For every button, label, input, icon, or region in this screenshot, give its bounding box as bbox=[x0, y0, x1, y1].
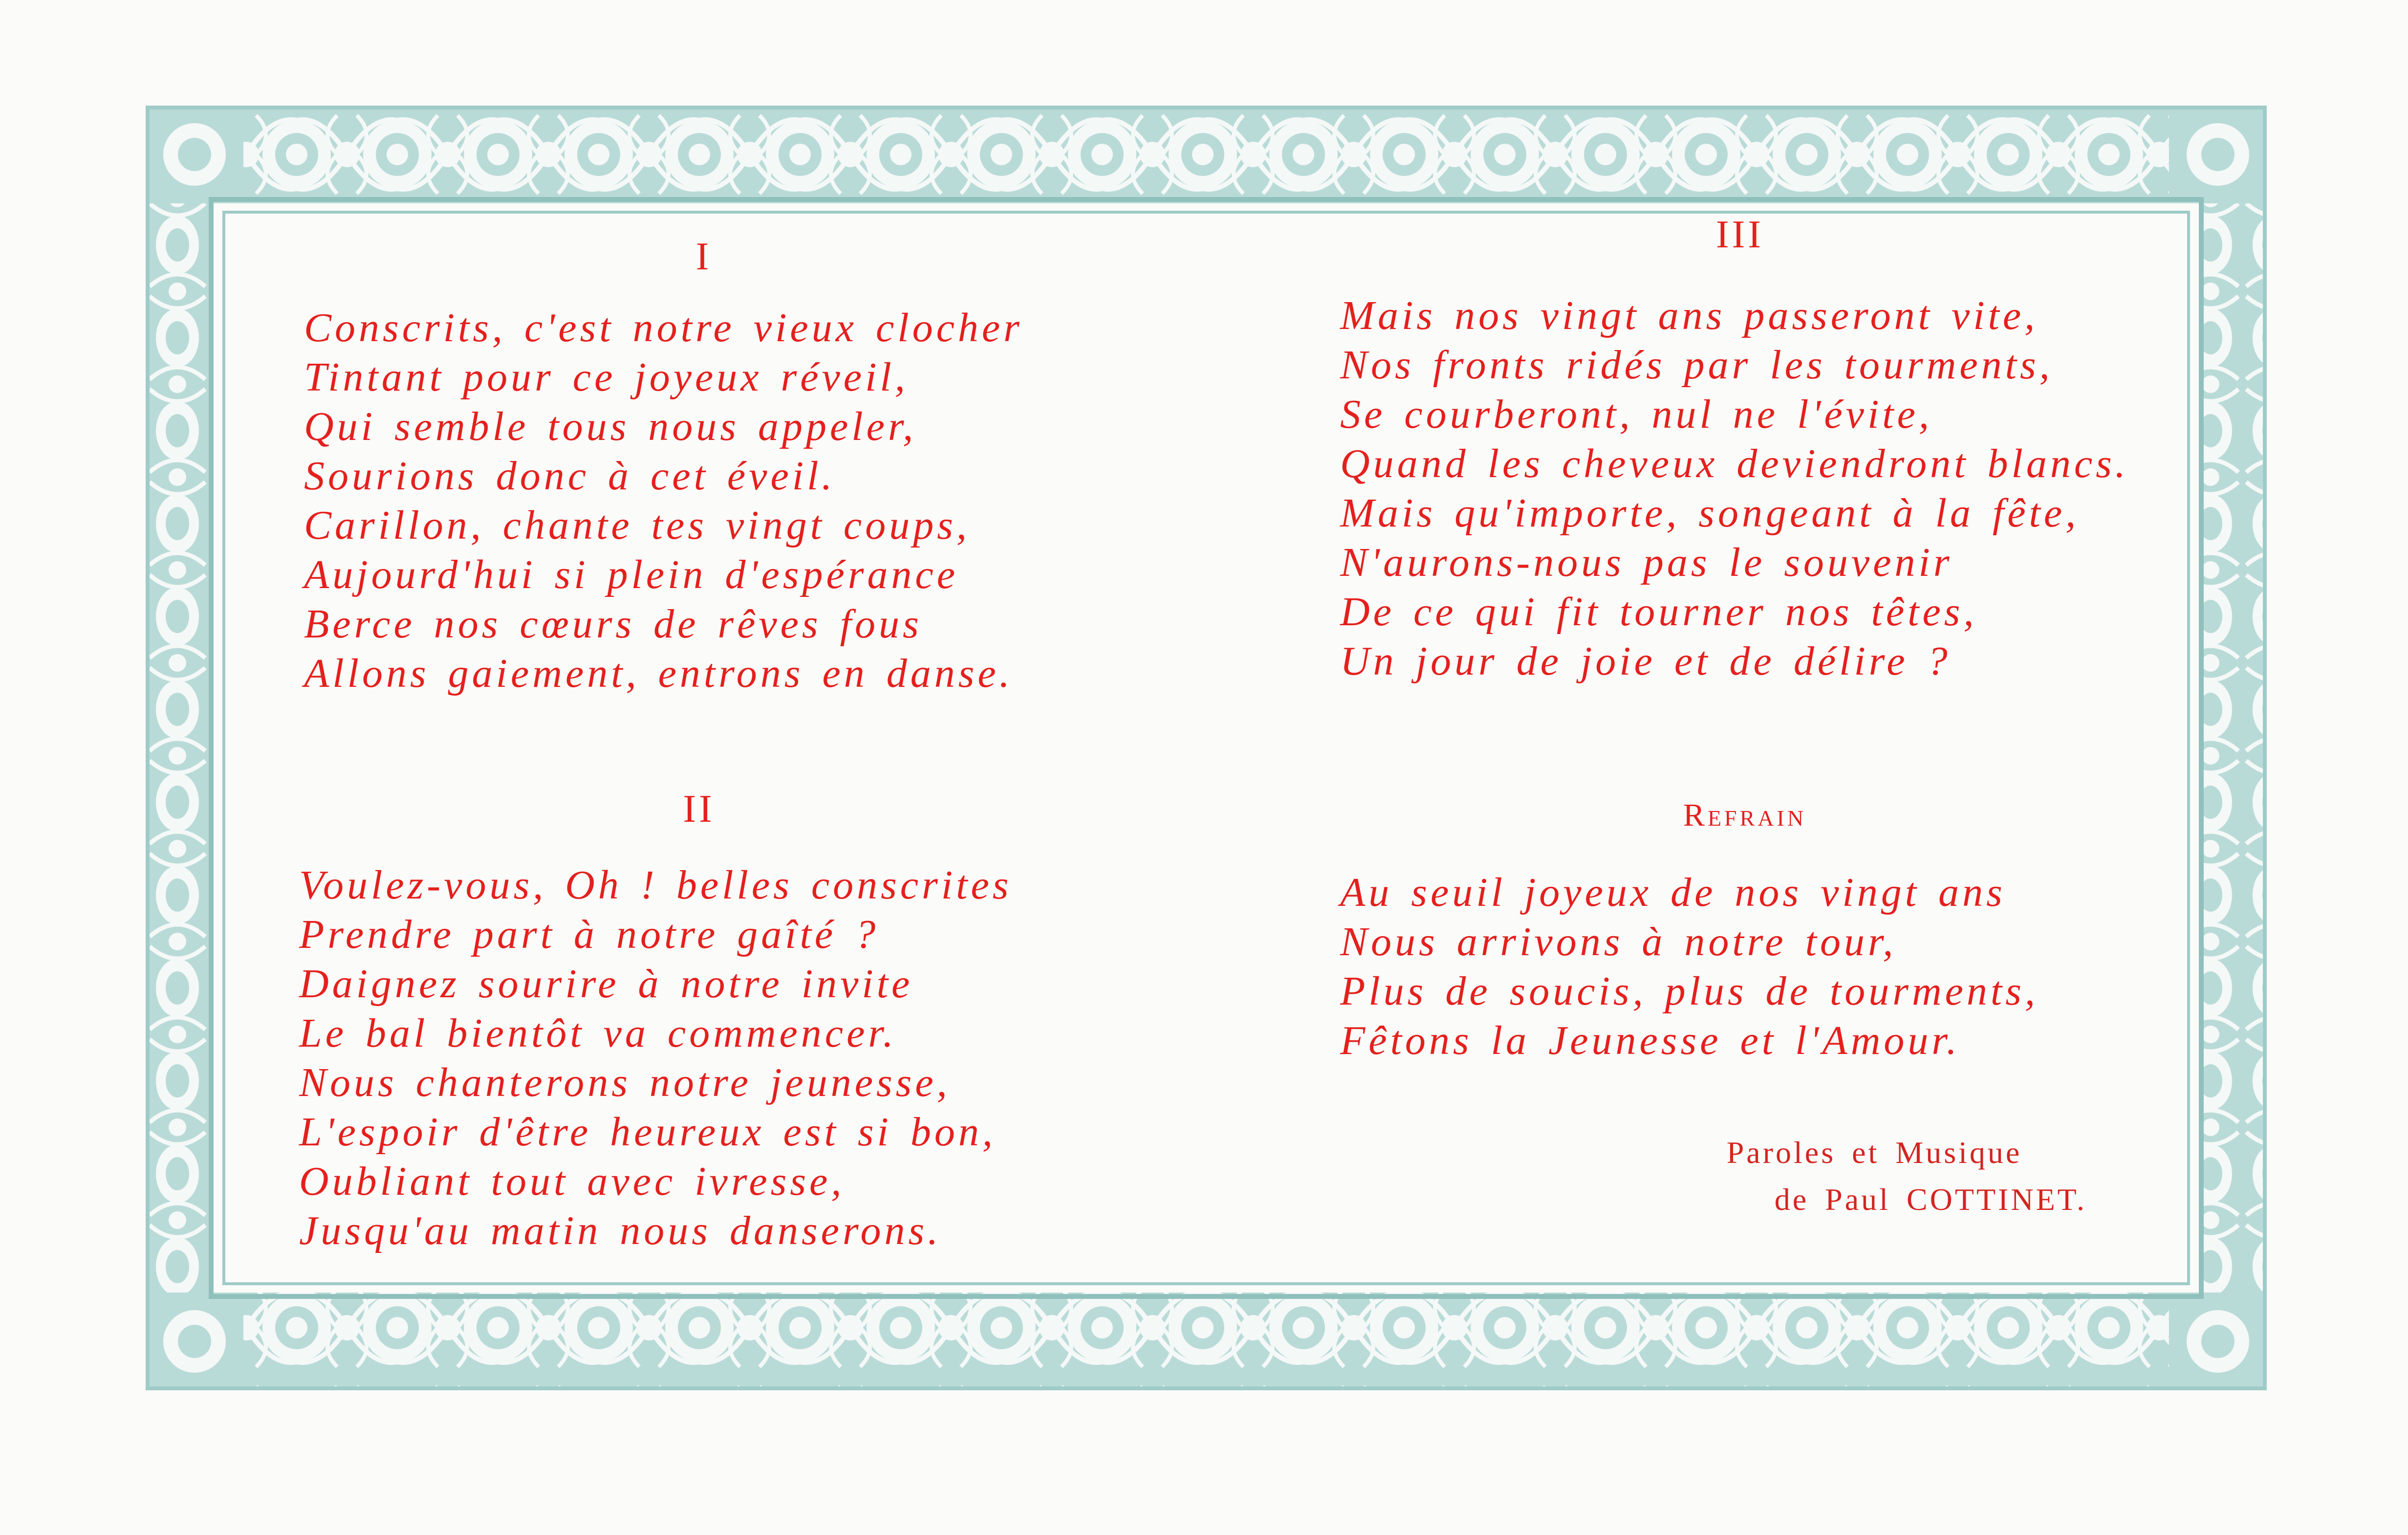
stanza-2-line: Daignez sourire à notre invite bbox=[299, 961, 913, 1007]
refrain-line: Plus de soucis, plus de tourments, bbox=[1340, 968, 2039, 1014]
stanza-3 bbox=[1340, 291, 2129, 686]
stanza-2-line: Nous chanterons notre jeunesse, bbox=[299, 1060, 951, 1105]
stanza-1-line: Conscrits, c'est notre vieux clocher bbox=[304, 305, 1023, 351]
stanza-2-numeral: II bbox=[683, 788, 715, 831]
stanza-1-line: Qui semble tous nous appeler, bbox=[304, 404, 917, 449]
stanza-2-line: Le bal bientôt va commencer. bbox=[299, 1010, 897, 1056]
credit-line-words-music: Paroles et Musique bbox=[1726, 1135, 2022, 1170]
stanza-1-line: Carillon, chante tes vingt coups, bbox=[304, 503, 970, 548]
stanza-3-line: Quand les cheveux deviendront blancs. bbox=[1340, 441, 2129, 486]
stanza-3-line: Un jour de joie et de délire ? bbox=[1340, 638, 1951, 684]
stanza-2-line: Voulez-vous, Oh ! belles conscrites bbox=[299, 862, 1012, 908]
stanza-3-line: Mais qu'importe, songeant à la fête, bbox=[1340, 490, 2080, 536]
credit bbox=[1662, 1129, 2087, 1223]
stanza-3-line: De ce qui fit tourner nos têtes, bbox=[1340, 589, 1977, 635]
stanza-1-line: Tintant pour ce joyeux réveil, bbox=[304, 354, 909, 400]
stanza-3-line: Se courberont, nul ne l'évite, bbox=[1340, 392, 1932, 437]
stanza-1-line: Berce nos cœurs de rêves fous bbox=[304, 601, 922, 647]
stanza-2-line: Oubliant tout avec ivresse, bbox=[299, 1159, 845, 1204]
credit-line-author: de Paul COTTINET. bbox=[1774, 1182, 2087, 1217]
stanza-3-line: Nos fronts ridés par les tourments, bbox=[1340, 342, 2053, 388]
stanza-1 bbox=[304, 303, 1023, 698]
stanza-1-line: Aujourd'hui si plein d'espérance bbox=[304, 552, 958, 597]
refrain bbox=[1340, 868, 2039, 1065]
stanza-1-numeral: I bbox=[695, 235, 712, 278]
stanza-3-line: N'aurons-nous pas le souvenir bbox=[1340, 540, 1953, 585]
stanza-1-line: Sourions donc à cet éveil. bbox=[304, 453, 836, 499]
stanza-2 bbox=[299, 860, 1012, 1255]
refrain-title: Refrain bbox=[1683, 797, 1807, 833]
stanza-1-line: Allons gaiement, entrons en danse. bbox=[304, 651, 1013, 696]
stanza-3-numeral: III bbox=[1716, 213, 1764, 256]
refrain-line: Au seuil joyeux de nos vingt ans bbox=[1340, 870, 2006, 915]
refrain-line: Fêtons la Jeunesse et l'Amour. bbox=[1340, 1018, 1960, 1063]
stanza-3-line: Mais nos vingt ans passeront vite, bbox=[1340, 293, 2039, 338]
stanza-2-line: Prendre part à notre gaîté ? bbox=[299, 912, 879, 957]
stanza-2-line: L'espoir d'être heureux est si bon, bbox=[299, 1109, 996, 1155]
refrain-line: Nous arrivons à notre tour, bbox=[1340, 919, 1897, 965]
stanza-2-line: Jusqu'au matin nous danserons. bbox=[299, 1208, 942, 1253]
